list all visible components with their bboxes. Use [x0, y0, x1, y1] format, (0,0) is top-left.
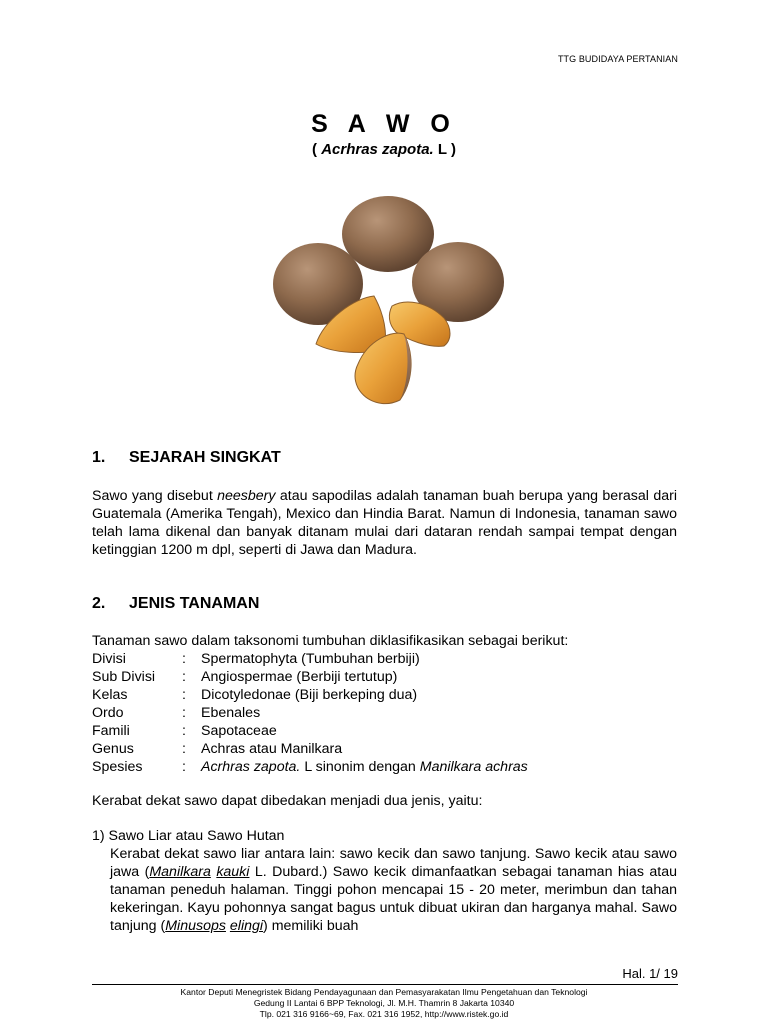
- section-2-intro: Tanaman sawo dalam taksonomi tumbuhan diklasifikasikan sebagai berikut:: [92, 633, 569, 649]
- taxonomy-colon: :: [182, 705, 186, 721]
- footer-line-1: Kantor Deputi Menegristek Bidang Pendayagunaan dan Pemasyarakatan Ilmu Pengetahuan dan Teknologi: [180, 987, 588, 997]
- taxonomy-key: Kelas: [92, 687, 128, 703]
- taxonomy-colon: :: [182, 669, 186, 685]
- item1-genus2-underlined: Minusops: [165, 918, 226, 934]
- document-title: S A W O: [311, 110, 457, 138]
- section-1-number: 1.: [92, 449, 106, 466]
- subtitle-open-paren: (: [312, 141, 322, 158]
- taxonomy-value: Spermatophyta (Tumbuhan berbiji): [201, 651, 420, 667]
- section-1-title: SEJARAH SINGKAT: [129, 449, 281, 466]
- species-synonym-text: L sinonim dengan: [300, 759, 420, 775]
- taxonomy-value: Dicotyledonae (Biji berkeping dua): [201, 687, 418, 703]
- item1-genus-underlined: Manilkara: [149, 864, 211, 880]
- taxonomy-key: Divisi: [92, 651, 126, 667]
- taxonomy-colon: :: [182, 687, 186, 703]
- taxonomy-value: Achras atau Manilkara: [201, 741, 343, 757]
- taxonomy-key: Famili: [92, 723, 130, 739]
- footer-line-2: Gedung II Lantai 6 BPP Teknologi, Jl. M.H. Thamrin 8 Jakarta 10340: [253, 998, 515, 1008]
- subtitle-scientific-name: Acrhras zapota.: [321, 141, 434, 158]
- footer-line-3: Tlp. 021 316 9166~69, Fax. 021 316 1952, http://www.ristek.go.id: [259, 1009, 509, 1019]
- s1-text-start: Sawo yang disebut: [92, 488, 218, 504]
- document-subtitle: [0, 141, 768, 158]
- taxonomy-row: [92, 650, 528, 668]
- item1-species-underlined: kauki: [216, 864, 250, 880]
- s1-text-end: atau sapodilas adalah tanaman buah berupa yang berasal dari Guatemala (Amerika Tengah), Mexico dan Hindia Barat. Namun di Indonesia, tanaman sawo telah lama dikenal dan banyak ditanam mulai dari dataran rendah sampai tempat dengan ketinggian 1200 m dpl, seperti di Jawa dan Madura.: [92, 488, 677, 558]
- species-name-italic: Acrhras zapota.: [201, 759, 301, 775]
- list-item-1-body: [110, 845, 677, 935]
- item1-text-1: Kerabat dekat sawo liar antara lain: sawo kecik dan sawo tanjung. Sawo kecik atau sawo jawa (: [110, 846, 677, 880]
- section-2-title: JENIS TANAMAN: [129, 595, 260, 612]
- section-1-paragraph: [92, 487, 677, 559]
- section-2-number: 2.: [92, 595, 106, 612]
- item1-text-2: L. Dubard.) Sawo kecik dimanfaatkan sebagai tanaman hias atau tanaman peneduh halaman. Tinggi pohon mencapai 15 - 20 meter, merimbun dan tahan kekeringan. Kayu pohonnya sangat bagus untuk dibuat ukiran dan harganya mahal. Sawo tanjung (: [110, 864, 677, 934]
- taxonomy-list: [92, 650, 528, 776]
- taxonomy-colon: :: [182, 741, 186, 757]
- taxonomy-value: Angiospermae (Berbiji tertutup): [201, 669, 398, 685]
- sapodilla-fruit-image: [268, 194, 504, 416]
- s1-text-italic: neesbery: [217, 488, 276, 504]
- taxonomy-colon: :: [182, 651, 186, 667]
- taxonomy-row: [92, 668, 528, 686]
- taxonomy-value: Sapotaceae: [201, 723, 277, 739]
- page-number: Hal. 1/ 19: [622, 966, 678, 981]
- taxonomy-row-species: [92, 758, 528, 776]
- taxonomy-row: [92, 740, 528, 758]
- list-item-1-title: 1) Sawo Liar atau Sawo Hutan: [92, 828, 285, 844]
- species-synonym-italic: Manilkara achras: [419, 759, 528, 775]
- section-1-heading: [92, 449, 281, 467]
- header-series-label: TTG BUDIDAYA PERTANIAN: [557, 54, 678, 64]
- footer: [0, 987, 768, 1020]
- item1-text-3: ) memiliki buah: [263, 918, 359, 934]
- taxonomy-key: Sub Divisi: [92, 669, 156, 685]
- taxonomy-key: Spesies: [92, 759, 143, 775]
- section-2-heading: [92, 595, 259, 613]
- footer-divider: [92, 984, 678, 985]
- item1-species2-underlined: elingi: [229, 918, 264, 934]
- taxonomy-key: Genus: [92, 741, 134, 757]
- subtitle-author: L ): [433, 141, 456, 158]
- taxonomy-row: [92, 722, 528, 740]
- taxonomy-key: Ordo: [92, 705, 124, 721]
- kerabat-intro: Kerabat dekat sawo dapat dibedakan menjadi dua jenis, yaitu:: [92, 793, 483, 809]
- taxonomy-row: [92, 686, 528, 704]
- taxonomy-colon: :: [182, 759, 186, 775]
- taxonomy-value: Ebenales: [201, 705, 261, 721]
- taxonomy-colon: :: [182, 723, 186, 739]
- taxonomy-value: [201, 758, 528, 776]
- taxonomy-row: [92, 704, 528, 722]
